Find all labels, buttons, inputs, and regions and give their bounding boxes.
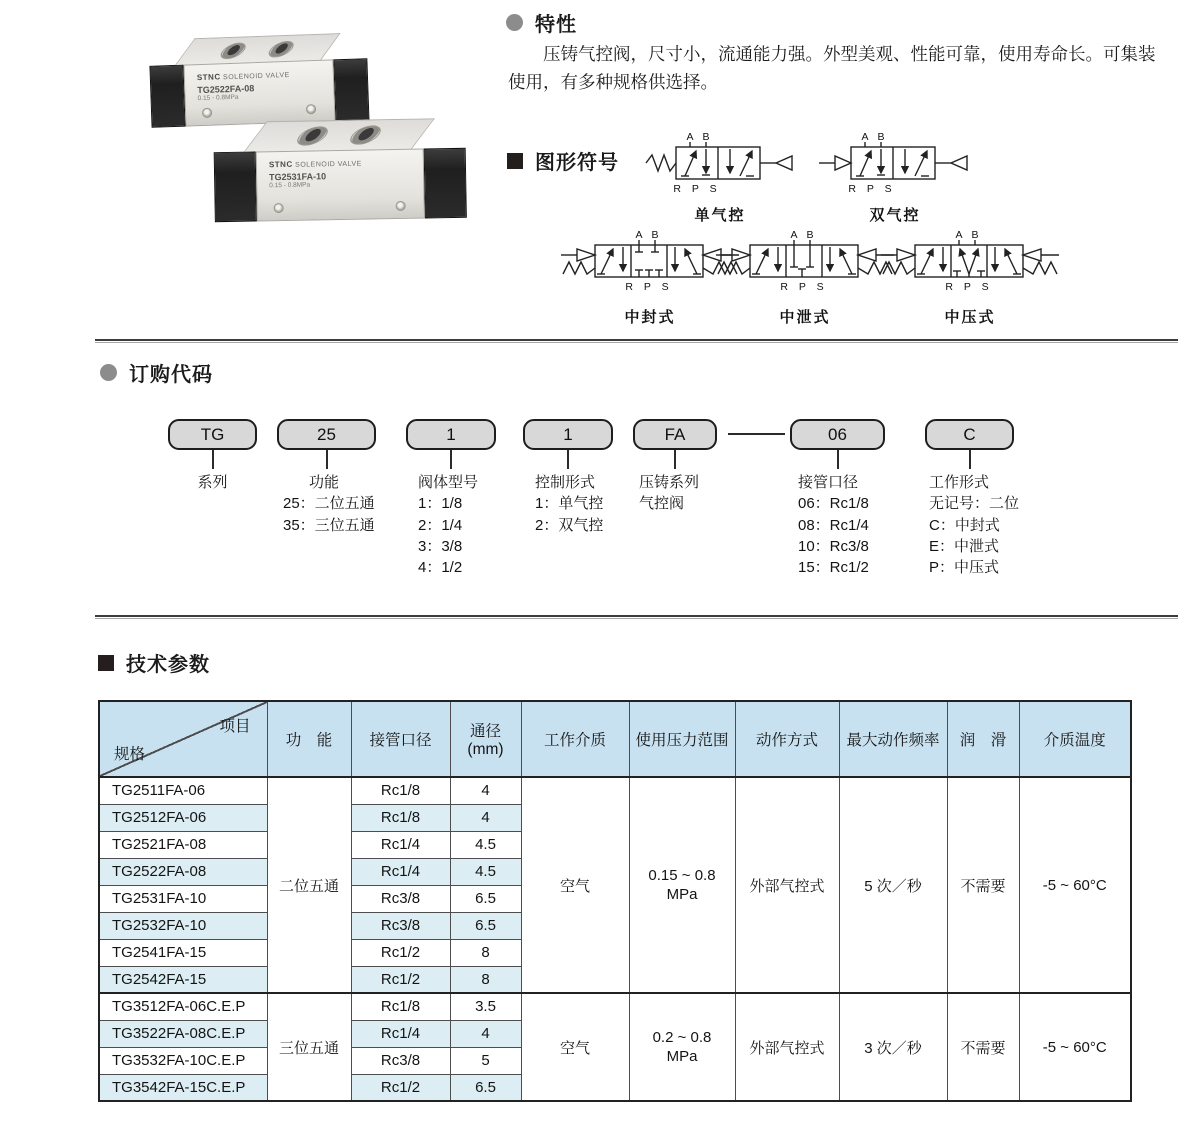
cell-model: TG2521FA-08 xyxy=(99,831,267,858)
ordering-segment-labels xyxy=(633,472,717,515)
col-header-medium: 工作介质 xyxy=(521,701,629,777)
valve-end-cap xyxy=(424,148,467,219)
cell-pressure xyxy=(629,777,735,993)
segment-header-label: 系列 xyxy=(197,474,228,491)
segment-header-label: 阀体型号 xyxy=(418,474,479,491)
cell-medium: 空气 xyxy=(521,993,629,1101)
valve-brand-text xyxy=(197,69,323,82)
valve-type-text: SOLENOID VALVE xyxy=(295,160,362,169)
section-title-text: 图形符号 xyxy=(535,152,619,174)
cell-model: TG3522FA-08C.E.P xyxy=(99,1020,267,1047)
col-header-frequency: 最大动作频率 xyxy=(839,701,947,777)
port-label-rps: R P S xyxy=(780,281,828,293)
ordering-code-box: 25 xyxy=(277,419,376,450)
port-label-a: A xyxy=(635,229,643,241)
connector-line xyxy=(326,450,328,469)
segment-option-label: 气控阀 xyxy=(639,495,685,513)
valve-port-hole xyxy=(265,40,299,57)
code-connector-dash xyxy=(728,433,785,435)
ordering-code-box: 1 xyxy=(406,419,496,450)
segment-option-label: 2：1/4 xyxy=(418,516,463,534)
valve-port-hole xyxy=(292,126,334,146)
corner-header-cell xyxy=(99,701,267,777)
cell-model: TG3512FA-06C.E.P xyxy=(99,993,267,1020)
section-divider xyxy=(95,615,1178,619)
col-header-function: 功 能 xyxy=(267,701,351,777)
section-title-text: 特性 xyxy=(535,14,577,36)
symbol-pressure-center xyxy=(875,228,1065,327)
cell-model: TG3542FA-15C.E.P xyxy=(99,1074,267,1101)
col-header-bore: 通径 (mm) xyxy=(450,701,521,777)
table-row xyxy=(99,777,1131,804)
cell-port-size: Rc1/2 xyxy=(351,966,450,993)
ordering-segment xyxy=(168,419,257,493)
cell-port-size: Rc3/8 xyxy=(351,1047,450,1074)
valve-symbol-pressure-center xyxy=(875,228,1065,304)
segment-option-label: 1：单气控 xyxy=(535,495,604,513)
valve-brand-text xyxy=(269,158,413,170)
cell-action: 外部气控式 xyxy=(735,993,839,1101)
segment-header-label: 控制形式 xyxy=(535,474,596,491)
port-label-rps: R P S xyxy=(625,281,673,293)
cell-medium: 空气 xyxy=(521,777,629,993)
port-label-b: B xyxy=(971,229,979,241)
port-label-b: B xyxy=(877,131,885,143)
square-bullet-icon xyxy=(507,153,523,169)
pressure-unit: MPa xyxy=(666,886,698,903)
ordering-code-box: TG xyxy=(168,419,257,450)
valve-body xyxy=(183,59,335,126)
specs-section-title xyxy=(98,648,210,677)
cell-model: TG3532FA-10C.E.P xyxy=(99,1047,267,1074)
ordering-section-title xyxy=(100,358,213,387)
table-row xyxy=(99,993,1131,1020)
pressure-unit: MPa xyxy=(666,1048,698,1065)
circle-bullet-icon xyxy=(100,364,117,381)
cell-port-size: Rc1/4 xyxy=(351,1020,450,1047)
cell-port-size: Rc1/2 xyxy=(351,1074,450,1101)
brand-logo-text: STNC xyxy=(268,159,293,170)
col-header-pressure: 使用压力范围 xyxy=(629,701,735,777)
symbol-caption: 双气控 xyxy=(869,207,921,224)
cell-port-size: Rc1/4 xyxy=(351,831,450,858)
cell-bore: 3.5 xyxy=(450,993,521,1020)
valve-model-text: TG2531FA-10 xyxy=(269,171,327,183)
spec-table xyxy=(98,700,1132,1102)
connector-line xyxy=(212,450,214,469)
ordering-code-box: 1 xyxy=(523,419,613,450)
cell-model: TG2532FA-10 xyxy=(99,912,267,939)
valve-type-text: SOLENOID VALVE xyxy=(223,71,290,82)
pressure-range-value: 0.15 ~ 0.8 xyxy=(648,866,716,884)
cell-bore: 6.5 xyxy=(450,1074,521,1101)
cell-model: TG2512FA-06 xyxy=(99,804,267,831)
port-label-rps: R P S xyxy=(673,183,721,195)
ordering-segment-labels xyxy=(168,472,257,493)
product-photo-valve-large xyxy=(213,118,467,222)
cell-temperature: -5 ~ 60°C xyxy=(1019,777,1131,993)
circle-bullet-icon xyxy=(506,14,523,31)
ordering-segment xyxy=(790,419,885,578)
symbol-caption: 单气控 xyxy=(694,207,746,224)
features-section-title xyxy=(506,8,577,37)
col-header-action: 动作方式 xyxy=(735,701,839,777)
port-label-a: A xyxy=(686,131,694,143)
segment-option-label: 2：双气控 xyxy=(535,516,604,534)
cell-model: TG2541FA-15 xyxy=(99,939,267,966)
valve-end-cap xyxy=(214,151,257,222)
symbol-caption: 中泄式 xyxy=(779,309,831,326)
screw-icon xyxy=(396,201,406,211)
valve-model-text: TG2522FA-08 xyxy=(197,83,255,96)
segment-option-label: 3：3/8 xyxy=(418,537,463,555)
cell-port-size: Rc1/8 xyxy=(351,993,450,1020)
segment-header-label: 压铸系列 xyxy=(639,474,700,491)
cell-port-size: Rc3/8 xyxy=(351,885,450,912)
valve-symbol-double-pilot xyxy=(815,130,975,202)
valve-end-cap xyxy=(149,65,185,128)
cell-action: 外部气控式 xyxy=(735,777,839,993)
segment-header-label: 工作形式 xyxy=(929,474,990,491)
product-photo-valve-small xyxy=(149,32,370,128)
corner-label-item: 项目 xyxy=(219,718,251,735)
segment-option-label: 35：三位五通 xyxy=(283,516,375,534)
port-label-rps: R P S xyxy=(848,183,896,195)
square-bullet-icon xyxy=(98,655,114,671)
symbols-section-title xyxy=(507,146,619,175)
cell-model: TG2511FA-06 xyxy=(99,777,267,804)
section-title-text: 技术参数 xyxy=(126,654,210,676)
cell-frequency: 3 次／秒 xyxy=(839,993,947,1101)
segment-option-label: C：中封式 xyxy=(929,516,1000,534)
cell-temperature: -5 ~ 60°C xyxy=(1019,993,1131,1101)
screw-icon xyxy=(274,203,284,213)
segment-option-label: 15：Rc1/2 xyxy=(798,559,869,577)
port-label-a: A xyxy=(861,131,869,143)
port-label-b: B xyxy=(651,229,659,241)
valve-port-hole xyxy=(217,42,251,59)
port-label-a: A xyxy=(790,229,798,241)
section-divider xyxy=(95,339,1178,343)
symbol-caption: 中压式 xyxy=(944,309,996,326)
cell-bore: 4 xyxy=(450,1020,521,1047)
port-label-rps: R P S xyxy=(945,281,993,293)
brand-logo-text: STNC xyxy=(196,72,221,83)
symbol-caption: 中封式 xyxy=(624,309,676,326)
ordering-segment-labels xyxy=(925,472,1020,578)
col-header-temperature: 介质温度 xyxy=(1019,701,1131,777)
segment-option-label: E：中泄式 xyxy=(929,537,1000,555)
ordering-segment-labels xyxy=(523,472,613,536)
segment-option-label: P：中压式 xyxy=(929,559,1000,577)
symbol-single-pilot xyxy=(640,130,800,225)
ordering-segment xyxy=(633,419,717,515)
connector-line xyxy=(674,450,676,469)
cell-bore: 4.5 xyxy=(450,858,521,885)
pressure-range-value: 0.2 ~ 0.8 xyxy=(652,1028,712,1046)
segment-option-label: 无记号：二位 xyxy=(929,495,1020,513)
valve-port-hole xyxy=(345,125,387,145)
corner-label-spec: 规格 xyxy=(114,746,146,763)
valve-spec-text: 0.15 - 0.8MPa xyxy=(197,93,239,103)
ordering-code-box: FA xyxy=(633,419,717,450)
segment-option-label: 25：二位五通 xyxy=(283,495,375,513)
connector-line xyxy=(837,450,839,469)
cell-model: TG2531FA-10 xyxy=(99,885,267,912)
cell-lubrication: 不需要 xyxy=(947,993,1019,1101)
ordering-segment xyxy=(925,419,1020,578)
connector-line xyxy=(969,450,971,469)
cell-model: TG2542FA-15 xyxy=(99,966,267,993)
cell-bore: 5 xyxy=(450,1047,521,1074)
ordering-segment-labels xyxy=(790,472,885,578)
col-header-port-size: 接管口径 xyxy=(351,701,450,777)
cell-port-size: Rc1/8 xyxy=(351,804,450,831)
connector-line xyxy=(567,450,569,469)
segment-header-label: 接管口径 xyxy=(798,474,859,491)
cell-model: TG2522FA-08 xyxy=(99,858,267,885)
features-body-text: 压铸气控阀，尺寸小，流通能力强。外型美观、性能可靠，使用寿命长。可集装使用，有多种规格供选择。 xyxy=(508,44,1156,93)
cell-pressure xyxy=(629,993,735,1101)
cell-port-size: Rc1/4 xyxy=(351,858,450,885)
cell-port-size: Rc1/8 xyxy=(351,777,450,804)
connector-line xyxy=(450,450,452,469)
segment-option-label: 08：Rc1/4 xyxy=(798,516,869,534)
cell-function: 二位五通 xyxy=(267,777,351,993)
symbol-exhaust-center xyxy=(710,228,900,327)
cell-function: 三位五通 xyxy=(267,993,351,1101)
ordering-segment xyxy=(406,419,496,578)
valve-spec-text: 0.15 - 0.8MPa xyxy=(269,181,311,190)
ordering-code-box: 06 xyxy=(790,419,885,450)
section-title-text: 订购代码 xyxy=(129,364,213,386)
port-label-b: B xyxy=(702,131,710,143)
screw-icon xyxy=(306,104,316,114)
segment-header-label: 功能 xyxy=(309,474,340,491)
segment-option-label: 06：Rc1/8 xyxy=(798,495,869,513)
cell-frequency: 5 次／秒 xyxy=(839,777,947,993)
segment-option-label: 10：Rc3/8 xyxy=(798,537,869,555)
segment-option-label: 4：1/2 xyxy=(418,559,463,577)
spec-table-header-row xyxy=(99,701,1131,777)
cell-bore: 6.5 xyxy=(450,912,521,939)
valve-symbol-single-pilot xyxy=(640,130,800,202)
valve-body xyxy=(256,149,425,222)
cell-lubrication: 不需要 xyxy=(947,777,1019,993)
valve-top-face xyxy=(244,118,435,151)
port-label-b: B xyxy=(806,229,814,241)
cell-bore: 4 xyxy=(450,777,521,804)
valve-end-cap xyxy=(333,58,369,121)
segment-option-label: 1：1/8 xyxy=(418,495,463,513)
cell-bore: 4 xyxy=(450,804,521,831)
ordering-segment-labels xyxy=(406,472,496,578)
screw-icon xyxy=(202,108,212,118)
ordering-segment-labels xyxy=(277,472,376,536)
cell-port-size: Rc1/2 xyxy=(351,939,450,966)
cell-port-size: Rc3/8 xyxy=(351,912,450,939)
ordering-code-box: C xyxy=(925,419,1014,450)
symbol-double-pilot xyxy=(815,130,975,225)
cell-bore: 6.5 xyxy=(450,885,521,912)
cell-bore: 8 xyxy=(450,939,521,966)
cell-bore: 4.5 xyxy=(450,831,521,858)
port-label-a: A xyxy=(955,229,963,241)
ordering-segment xyxy=(277,419,376,536)
valve-symbol-exhaust-center xyxy=(710,228,900,304)
col-header-lubrication: 润 滑 xyxy=(947,701,1019,777)
cell-bore: 8 xyxy=(450,966,521,993)
ordering-segment xyxy=(523,419,613,536)
